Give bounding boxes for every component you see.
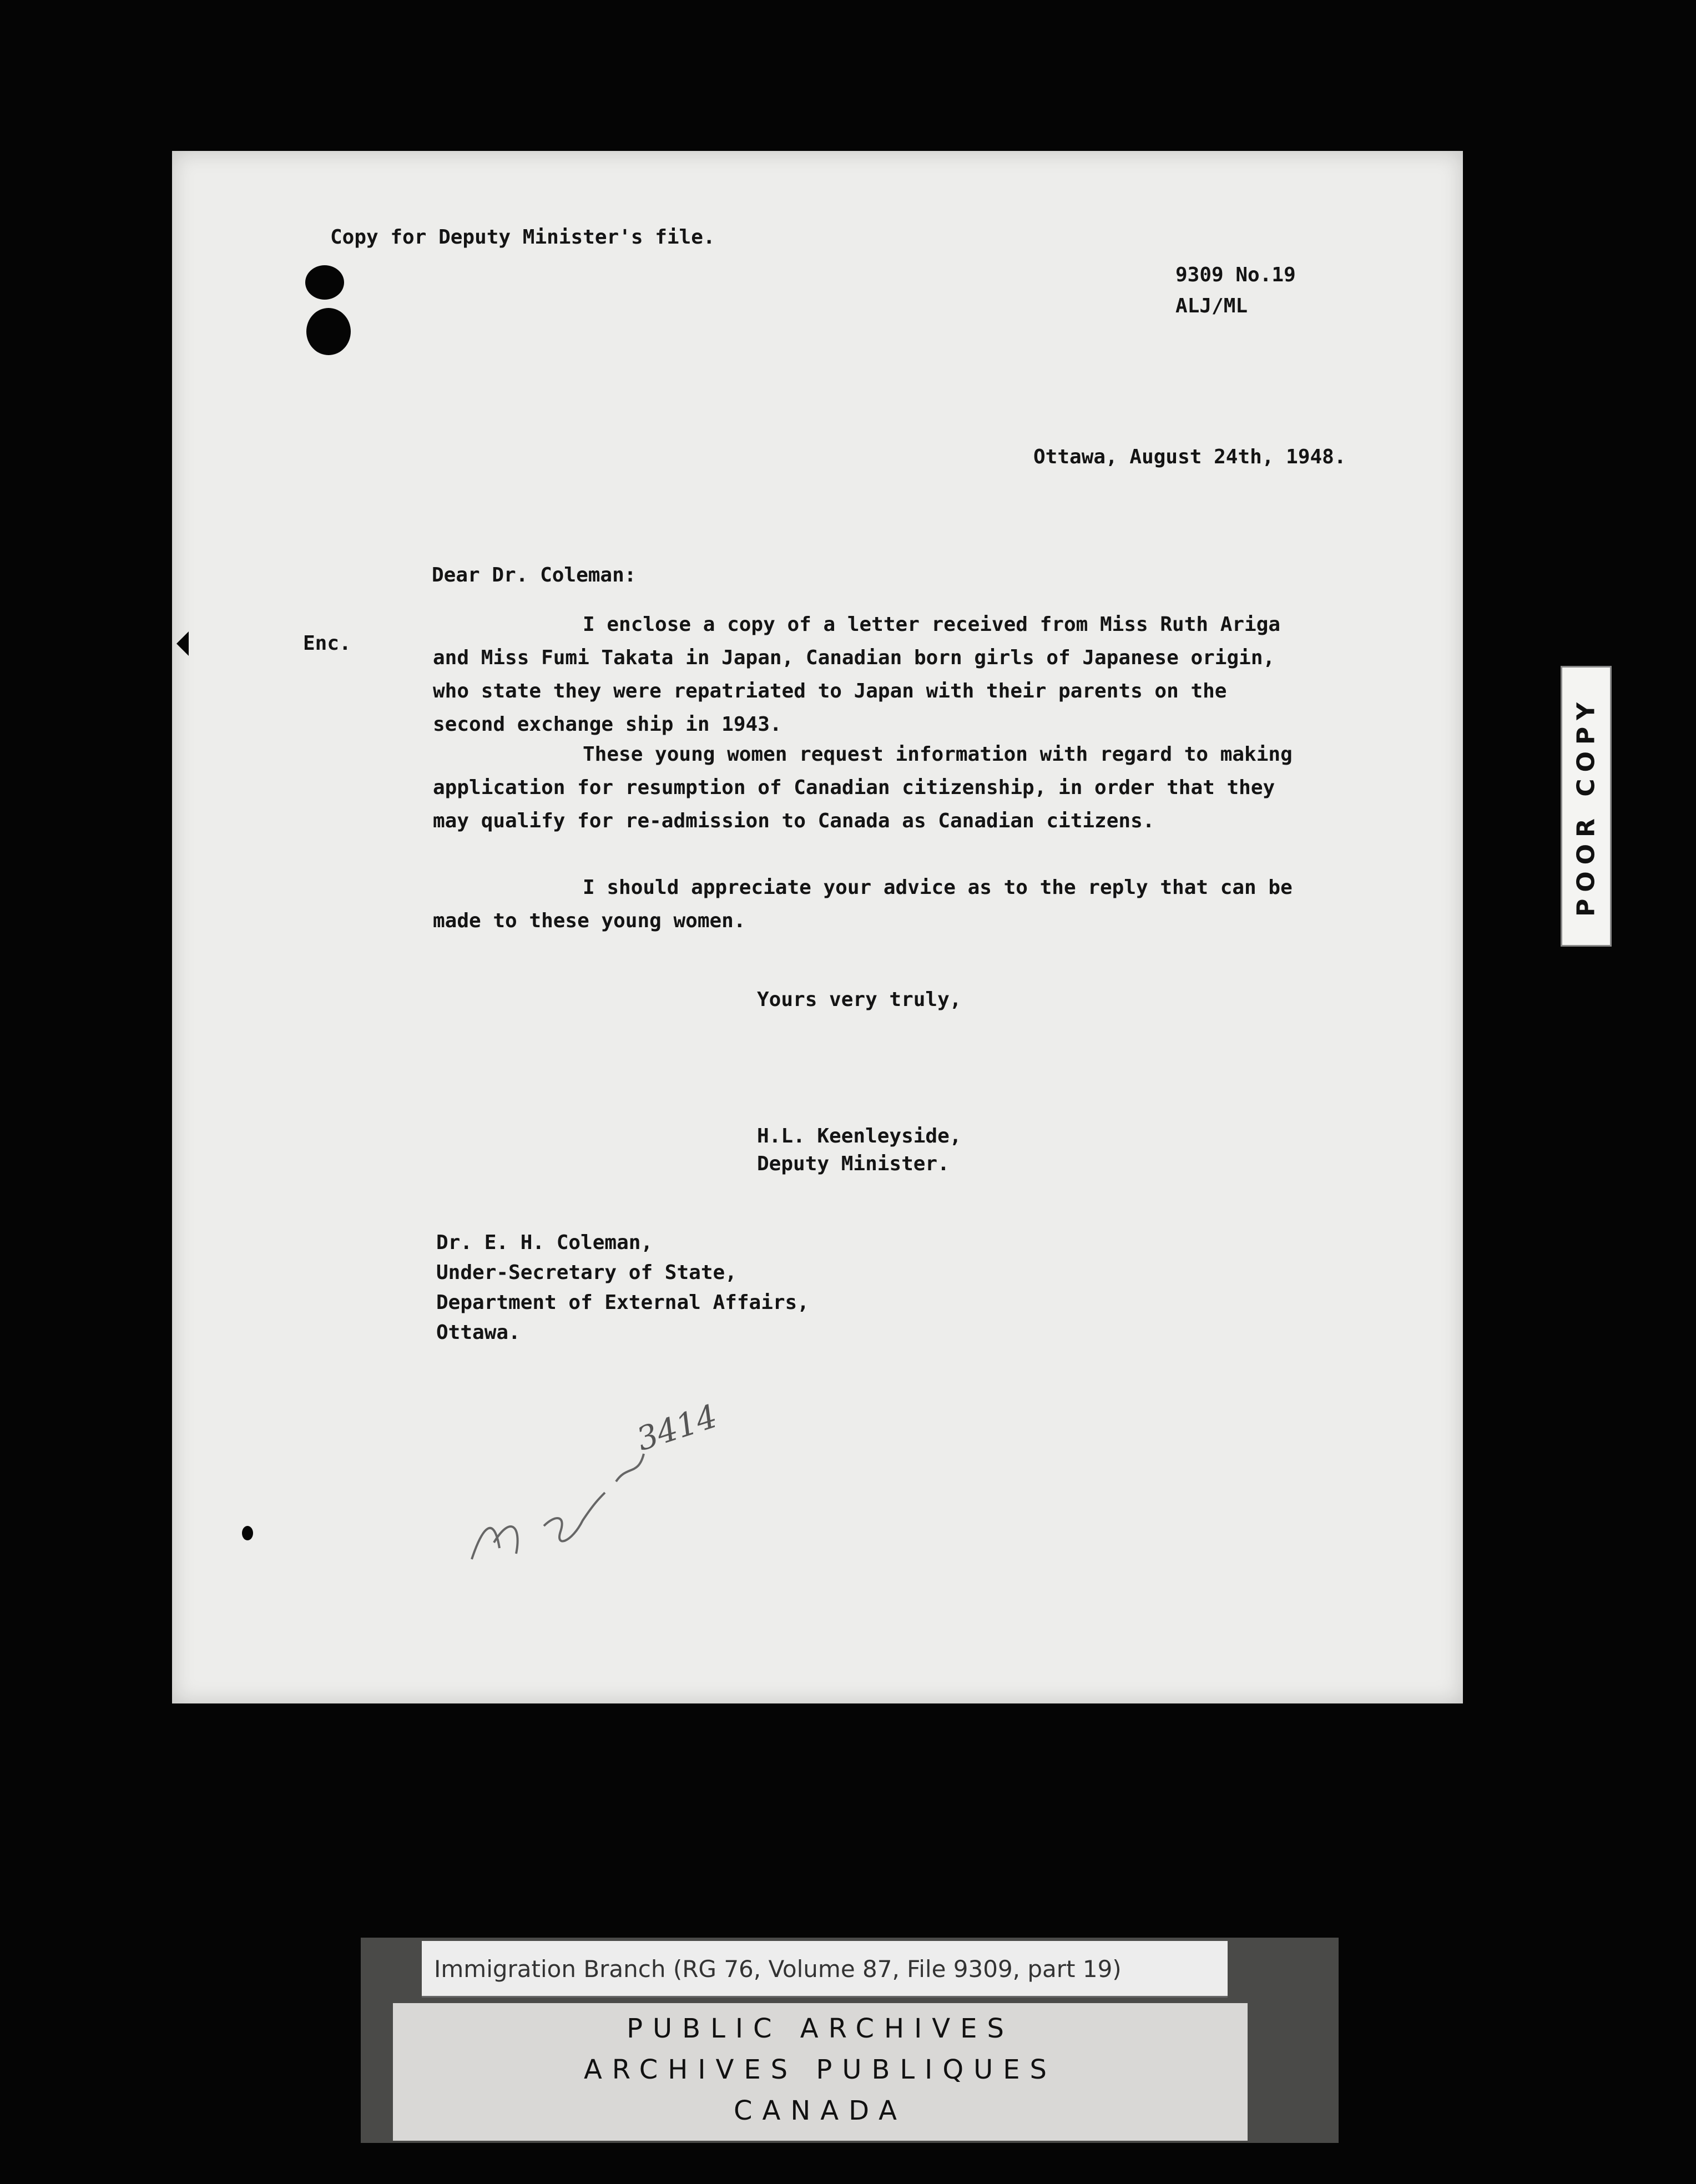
- archives-stamp: [393, 2003, 1248, 2141]
- body-paragraph-1: I enclose a copy of a letter received from Miss Ruth Ariga and Miss Fumi Takata in Japan, Canadian born girls of Japanese origin, who state they were repatriated to Japan with their parents on the second exchange ship in 1943.: [433, 613, 1281, 736]
- addressee-line-3: Department of External Affairs,: [436, 1291, 809, 1314]
- poor-copy-stamp: [1561, 666, 1612, 947]
- place-date: Ottawa, August 24th, 1948.: [1033, 446, 1346, 468]
- archive-caption: Immigration Branch (RG 76, Volume 87, File 9309, part 19): [422, 1941, 1228, 1998]
- body-paragraph-2: These young women request information with regard to making application for resumption of Canadian citizenship, in order that they may qualify for re-admission to Canada as Canadian citizens.: [433, 743, 1293, 832]
- enclosure-mark: Enc.: [303, 632, 351, 655]
- poor-copy-text: POOR COPY: [1572, 695, 1601, 917]
- addressee-line-4: Ottawa.: [436, 1321, 521, 1344]
- punch-hole-bottom: [306, 308, 351, 355]
- addressee-line-2: Under-Secretary of State,: [436, 1261, 737, 1284]
- closing: Yours very truly,: [757, 988, 962, 1011]
- typist-initials: ALJ/ML: [1175, 295, 1248, 317]
- paper-blemish: [242, 1526, 253, 1540]
- punch-hole-top: [305, 265, 344, 300]
- archives-line-3: CANADA: [733, 2095, 907, 2126]
- signatory-title: Deputy Minister.: [757, 1152, 950, 1175]
- handwritten-scribble: [461, 1432, 660, 1576]
- signatory-name: H.L. Keenleyside,: [757, 1125, 962, 1147]
- paper-notch: [176, 631, 189, 656]
- addressee-line-1: Dr. E. H. Coleman,: [436, 1231, 653, 1254]
- archives-line-1: PUBLIC ARCHIVES: [627, 2013, 1014, 2044]
- archives-line-2: ARCHIVES PUBLIQUES: [583, 2054, 1057, 2085]
- handwritten-note: 3414: [632, 1397, 722, 1458]
- body-paragraph-3: I should appreciate your advice as to the reply that can be made to these young women.: [433, 876, 1293, 932]
- salutation: Dear Dr. Coleman:: [432, 564, 637, 587]
- copy-note: Copy for Deputy Minister's file.: [330, 226, 715, 249]
- file-reference: 9309 No.19: [1175, 264, 1296, 286]
